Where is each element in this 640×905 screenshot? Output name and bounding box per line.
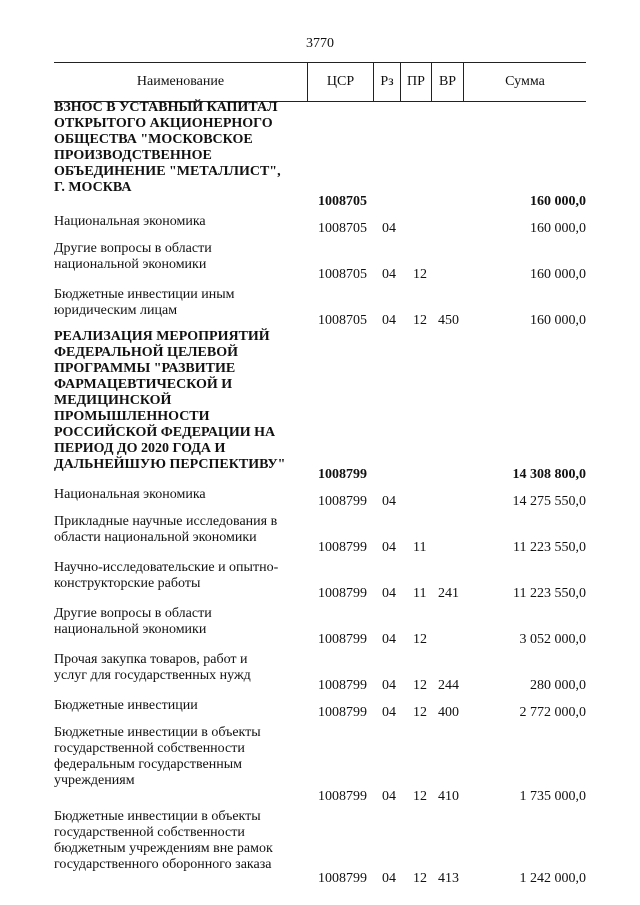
row-name-line: ВЗНОС В УСТАВНЫЙ КАПИТАЛ bbox=[54, 100, 278, 115]
row-name-line: ОБЪЕДИНЕНИЕ "МЕТАЛЛИСТ", bbox=[54, 164, 281, 179]
row-name-line: области национальной экономики bbox=[54, 530, 257, 545]
row-name bbox=[54, 287, 302, 319]
header-vr: ВР bbox=[431, 63, 463, 101]
row-name-line: Научно-исследовательские и опытно- bbox=[54, 560, 279, 575]
header-csr: ЦСР bbox=[307, 63, 373, 101]
row-csr: 1008705 bbox=[318, 267, 367, 282]
row-name-line: конструкторские работы bbox=[54, 576, 201, 591]
row-sum: 160 000,0 bbox=[530, 313, 586, 328]
row-csr: 1008799 bbox=[318, 540, 367, 555]
row-name-line: ФЕДЕРАЛЬНОЙ ЦЕЛЕВОЙ bbox=[54, 345, 238, 360]
row-csr: 1008705 bbox=[318, 313, 367, 328]
row-sum: 160 000,0 bbox=[530, 221, 586, 236]
row-csr: 1008799 bbox=[318, 705, 367, 720]
row-name-line: ОБЩЕСТВА "МОСКОВСКОЕ bbox=[54, 132, 253, 147]
row-sum: 160 000,0 bbox=[530, 267, 586, 282]
row-name-line: РЕАЛИЗАЦИЯ МЕРОПРИЯТИЙ bbox=[54, 329, 270, 344]
row-csr: 1008705 bbox=[318, 221, 367, 236]
row-name-line: федеральным государственным bbox=[54, 757, 242, 772]
row-vr: 450 bbox=[438, 313, 459, 328]
row-vr: 400 bbox=[438, 705, 459, 720]
table-row bbox=[54, 487, 586, 510]
row-rz: 04 bbox=[382, 678, 396, 693]
row-pr: 12 bbox=[413, 871, 427, 886]
row-name bbox=[54, 560, 302, 592]
row-pr: 12 bbox=[413, 705, 427, 720]
page-number: 3770 bbox=[306, 36, 334, 51]
row-csr: 1008799 bbox=[318, 871, 367, 886]
row-name-line: ПРОГРАММЫ "РАЗВИТИЕ bbox=[54, 361, 236, 376]
header-sum: Сумма bbox=[463, 63, 586, 101]
row-vr: 244 bbox=[438, 678, 459, 693]
table-header bbox=[54, 62, 586, 102]
header-rz: Рз bbox=[373, 63, 400, 101]
table-row bbox=[54, 100, 586, 210]
table-row bbox=[54, 652, 586, 694]
row-pr: 12 bbox=[413, 789, 427, 804]
row-csr: 1008799 bbox=[318, 494, 367, 509]
row-sum: 1 735 000,0 bbox=[519, 789, 586, 804]
row-rz: 04 bbox=[382, 540, 396, 555]
row-csr: 1008799 bbox=[318, 586, 367, 601]
row-csr: 1008799 bbox=[318, 789, 367, 804]
table-row bbox=[54, 241, 586, 283]
row-name-line: Бюджетные инвестиции в объекты bbox=[54, 809, 261, 824]
table-row bbox=[54, 560, 586, 602]
row-csr: 1008705 bbox=[318, 194, 367, 209]
row-name-line: услуг для государственных нужд bbox=[54, 668, 251, 683]
row-name-line: Национальная экономика bbox=[54, 487, 206, 502]
row-name-line: государственного оборонного заказа bbox=[54, 857, 272, 872]
row-vr: 241 bbox=[438, 586, 459, 601]
row-name-line: ОТКРЫТОГО АКЦИОНЕРНОГО bbox=[54, 116, 273, 131]
row-sum: 11 223 550,0 bbox=[513, 540, 586, 555]
header-pr: ПР bbox=[400, 63, 431, 101]
row-name-line: национальной экономики bbox=[54, 622, 207, 637]
row-csr: 1008799 bbox=[318, 678, 367, 693]
row-name-line: национальной экономики bbox=[54, 257, 207, 272]
row-name bbox=[54, 698, 302, 714]
row-sum: 1 242 000,0 bbox=[519, 871, 586, 886]
row-name bbox=[54, 606, 302, 638]
row-name-line: ПЕРИОД ДО 2020 ГОДА И bbox=[54, 441, 226, 456]
row-name bbox=[54, 100, 302, 196]
row-name-line: Национальная экономика bbox=[54, 214, 206, 229]
row-name bbox=[54, 514, 302, 546]
row-rz: 04 bbox=[382, 789, 396, 804]
row-rz: 04 bbox=[382, 494, 396, 509]
row-name-line: Бюджетные инвестиции в объекты bbox=[54, 725, 261, 740]
row-name-line: Другие вопросы в области bbox=[54, 606, 212, 621]
row-name bbox=[54, 487, 302, 503]
header-name: Наименование bbox=[136, 74, 225, 89]
row-name-line: ПРОМЫШЛЕННОСТИ bbox=[54, 409, 210, 424]
row-rz: 04 bbox=[382, 313, 396, 328]
table-row bbox=[54, 514, 586, 556]
row-pr: 12 bbox=[413, 267, 427, 282]
row-name-line: государственной собственности bbox=[54, 741, 245, 756]
row-name-line: МЕДИЦИНСКОЙ bbox=[54, 393, 172, 408]
row-rz: 04 bbox=[382, 586, 396, 601]
row-sum: 3 052 000,0 bbox=[519, 632, 586, 647]
table-row bbox=[54, 214, 586, 237]
row-rz: 04 bbox=[382, 632, 396, 647]
row-vr: 410 bbox=[438, 789, 459, 804]
row-name bbox=[54, 329, 302, 473]
row-rz: 04 bbox=[382, 705, 396, 720]
row-pr: 12 bbox=[413, 632, 427, 647]
row-sum: 2 772 000,0 bbox=[519, 705, 586, 720]
row-sum: 14 275 550,0 bbox=[512, 494, 586, 509]
row-name bbox=[54, 652, 302, 684]
row-sum: 280 000,0 bbox=[530, 678, 586, 693]
table-body bbox=[54, 100, 586, 887]
row-name-line: Другие вопросы в области bbox=[54, 241, 212, 256]
row-pr: 12 bbox=[413, 678, 427, 693]
row-csr: 1008799 bbox=[318, 467, 367, 482]
row-name bbox=[54, 241, 302, 273]
row-name-line: Прочая закупка товаров, работ и bbox=[54, 652, 248, 667]
row-name-line: юридическим лицам bbox=[54, 303, 178, 318]
table-row bbox=[54, 809, 586, 887]
row-name bbox=[54, 214, 302, 230]
row-name-line: Г. МОСКВА bbox=[54, 180, 132, 195]
row-name-line: РОССИЙСКОЙ ФЕДЕРАЦИИ НА bbox=[54, 425, 276, 440]
table-row bbox=[54, 606, 586, 648]
row-name-line: ДАЛЬНЕЙШУЮ ПЕРСПЕКТИВУ" bbox=[54, 457, 286, 472]
row-name-line: ПРОИЗВОДСТВЕННОЕ bbox=[54, 148, 212, 163]
row-name-line: Бюджетные инвестиции иным bbox=[54, 287, 235, 302]
row-name-line: учреждениям bbox=[54, 773, 135, 788]
row-pr: 11 bbox=[413, 540, 427, 555]
table-row bbox=[54, 698, 586, 721]
row-sum: 160 000,0 bbox=[530, 194, 586, 209]
table-row bbox=[54, 725, 586, 805]
table-row bbox=[54, 329, 586, 483]
row-csr: 1008799 bbox=[318, 632, 367, 647]
row-sum: 14 308 800,0 bbox=[512, 467, 586, 482]
row-name-line: ФАРМАЦЕВТИЧЕСКОЙ И bbox=[54, 377, 233, 392]
row-name-line: Бюджетные инвестиции bbox=[54, 698, 198, 713]
row-vr: 413 bbox=[438, 871, 459, 886]
row-name-line: бюджетным учреждениям вне рамок bbox=[54, 841, 273, 856]
row-name-line: государственной собственности bbox=[54, 825, 245, 840]
row-name bbox=[54, 809, 302, 873]
row-sum: 11 223 550,0 bbox=[513, 586, 586, 601]
row-pr: 11 bbox=[413, 586, 427, 601]
row-rz: 04 bbox=[382, 221, 396, 236]
row-name bbox=[54, 725, 302, 789]
row-rz: 04 bbox=[382, 267, 396, 282]
row-pr: 12 bbox=[413, 313, 427, 328]
row-rz: 04 bbox=[382, 871, 396, 886]
row-name-line: Прикладные научные исследования в bbox=[54, 514, 278, 529]
table-row bbox=[54, 287, 586, 329]
